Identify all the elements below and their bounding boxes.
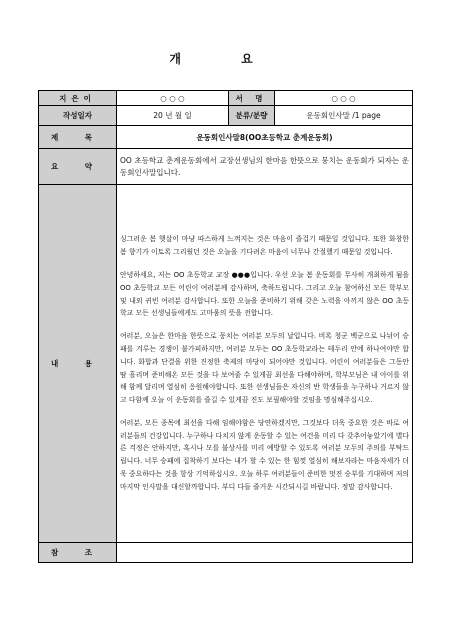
subject-label: 제 목 — [39, 126, 117, 149]
author-value: ○ ○ ○ — [117, 91, 229, 106]
content-paragraph-2: 안녕하세요, 저는 OO 초등학교 교장 ●●●입니다. 우선 오늘 봄 운동회를 무사히 개최하게 됨을 OO 초등학교 모든 어린이 여러분께 감사하며, 축하드립니다. 그리고 오늘 참여하신 모든 학부모 및 내외 귀빈 여러분 감사합니다. 또한 오늘을 준비하기 위해 갖은 노력을 아끼지 않은 OO 초등학교 모든 선생님들에게도 고마움의 뜻을 전합니다. — [120, 270, 410, 318]
summary-row — [39, 149, 413, 185]
content-paragraph-3: 여러분, 오늘은 한마음 한뜻으로 뭉치는 여러분 모두의 날입니다. 비록 청군 백군으로 나뉘어 승패를 겨루는 경쟁이 불가피하지만, 여러분 모두는 OO 초등학교라는 테두리 안에 하나여야만 합니다. 화합과 단결을 위한 진정한 축제의 마당이 되어야만 것입니다. 어린이 여러분들은 그동안 땀 흘리며 준비해온 모든 것을 다 보여줄 수 있게끔 최선을 다해야하며, 학부모님은 내 아이를 위해 함께 달리며 열심히 응원해야합니다. 또한 선생님들은 자신의 반 학생들을 누구하나 거르지 않고 다함께 오늘 이 운동회를 즐길 수 있게끔 진도 보필해야할 것임을 명심해주십시오. — [120, 332, 410, 405]
content-body — [117, 185, 413, 543]
author-label: 지은이 — [39, 91, 117, 106]
author-row — [39, 91, 413, 106]
summary-label: 요 약 — [39, 149, 117, 185]
content-row — [39, 185, 413, 543]
date-row — [39, 106, 413, 126]
overview-form — [38, 90, 413, 563]
date-label: 작성일자 — [39, 106, 117, 126]
reference-row — [39, 543, 413, 563]
page-title: 개 요 — [169, 52, 281, 66]
summary-text: OO 초등학교 춘계운동회에서 교장선생님의 한마음 한뜻으로 뭉치는 운동회가 되자는 운동회인사말입니다. — [117, 149, 413, 185]
signature-label: 서 명 — [229, 91, 275, 106]
category-value: 운동회인사말 /1 page — [275, 106, 413, 126]
content-paragraph-1: 싱그러운 봄 햇살이 마냥 따스하게 느껴지는 것은 마음이 즐겁기 때문일 것입니다. 또한 화창한 봄 향기가 이토록 그리웠던 것은 오늘을 기다려온 마음이 너무나 간절했기 때문일 것입니다. — [120, 235, 410, 257]
content-paragraph-4: 여러분, 모든 종목에 최선을 다해 임해야함은 당연하겠지만, 그것보다 더욱 중요한 것은 바로 여러분들의 건강입니다. 누구하나 다치지 않게 운동할 수 있는 여건을 미리 다 갖추어놓았기에 별다른 걱정은 안하지만, 혹시나 모를 불상사를 미리 예방할 수 있도록 여러분 모두의 주의를 부탁드립니다. 너무 승패에 집착하기 보다는 내가 할 수 있는 한 힘껏 열심히 해보자라는 마음자세가 더욱 중요하다는 것을 항상 기억하십시오. 오늘 하루 여러분들이 준비한 멋진 승부를 기대하며 저의 마지막 인사말을 대신할까합니다. 부디 다들 즐거운 시간되시길 바랍니다. 정말 감사합니다. — [120, 418, 410, 491]
content-label: 내 용 — [39, 185, 117, 543]
signature-value: ○ ○ ○ — [275, 91, 413, 106]
reference-value — [117, 543, 413, 563]
date-value: 20 년 월 일 — [117, 106, 229, 126]
subject-row — [39, 126, 413, 149]
reference-label: 참 조 — [39, 543, 117, 563]
category-label: 분류/분량 — [229, 106, 275, 126]
subject-value: 운동회인사말8(OO초등학교 춘계운동회) — [117, 126, 413, 149]
